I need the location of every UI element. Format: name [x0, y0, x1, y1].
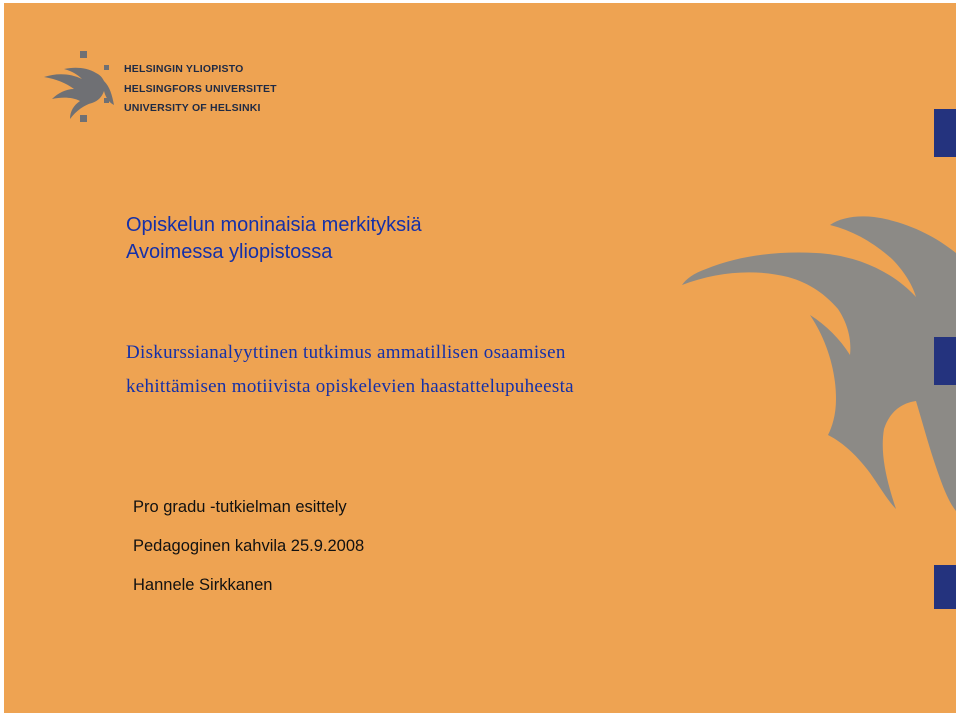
accent-bar-middle [934, 337, 956, 385]
slide-subtitle [126, 336, 574, 404]
logo-text-finnish: HELSINGIN YLIOPISTO [124, 63, 244, 75]
title-line-2: Avoimessa yliopistossa [126, 241, 333, 263]
accent-bar-bottom [934, 565, 956, 609]
accent-bar-top [934, 109, 956, 157]
logo-text-english: UNIVERSITY OF HELSINKI [124, 102, 261, 114]
slide-title [126, 212, 422, 266]
logo-text-swedish: HELSINGFORS UNIVERSITET [124, 83, 277, 95]
subtitle-line-2: kehittämisen motiivista opiskelevien haastattelupuheesta [126, 376, 574, 397]
slide [4, 3, 956, 713]
title-line-1: Opiskelun moninaisia merkityksiä [126, 214, 422, 236]
event-and-date: Pedagoginen kahvila 25.9.2008 [133, 537, 365, 555]
subtitle-line-1: Diskurssianalyyttinen tutkimus ammatillisen osaamisen [126, 342, 566, 363]
presentation-type: Pro gradu -tutkielman esittely [133, 498, 347, 516]
author-name: Hannele Sirkkanen [133, 576, 273, 594]
